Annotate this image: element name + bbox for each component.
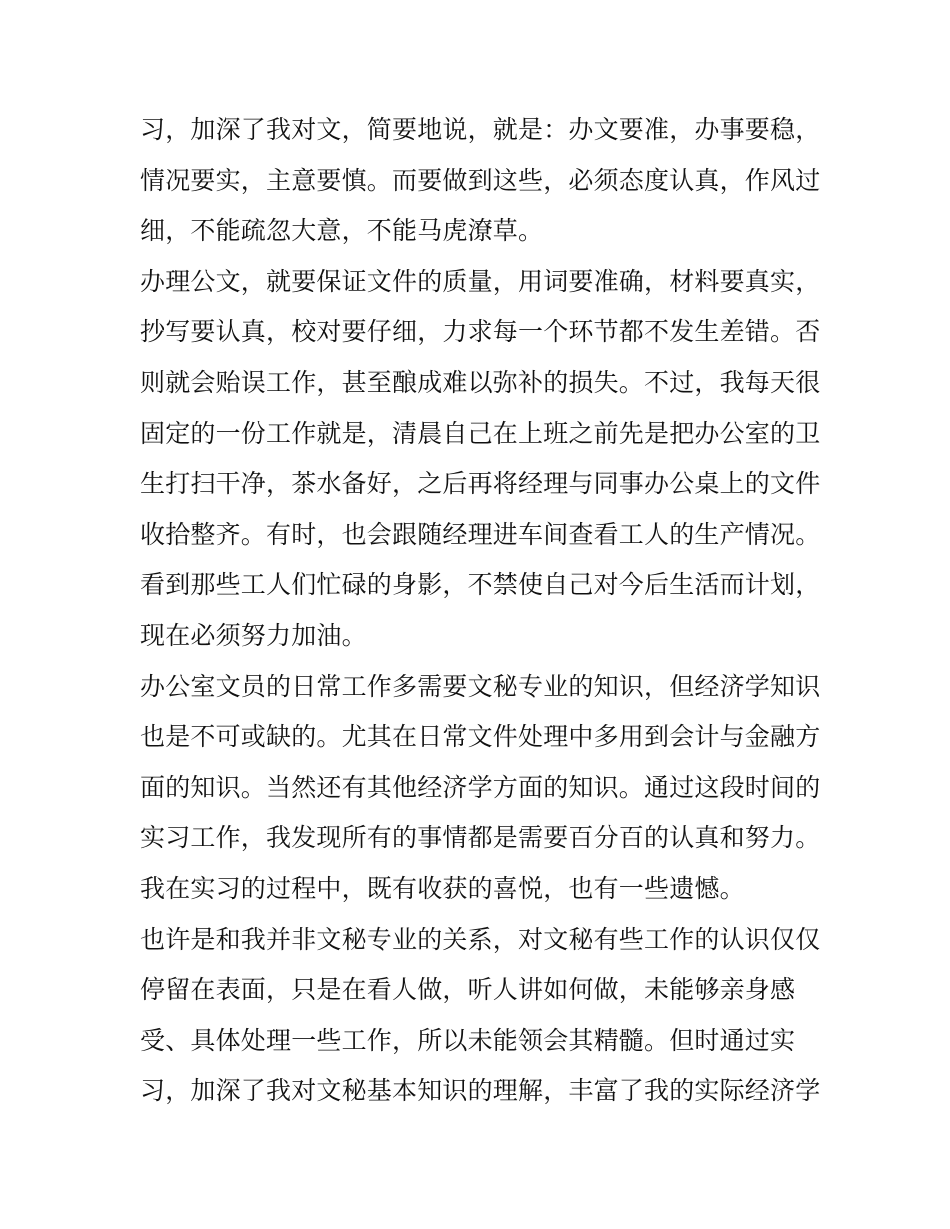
text-line: 情况要实，主意要慎。而要做到这些，必须态度认真，作风过 [140, 165, 821, 195]
text-line: 固定的一份工作就是，清晨自己在上班之前先是把办公室的卫 [140, 418, 821, 448]
text-line: 生打扫干净，茶水备好，之后再将经理与同事办公桌上的文件 [140, 469, 821, 499]
text-line: 现在必须努力加油。 [140, 620, 367, 650]
text-line: 看到那些工人们忙碌的身影，不禁使自己对今后生活而计划， [140, 570, 821, 600]
text-line: 受、具体处理一些工作，所以未能领会其精髓。但时通过实 [140, 1025, 796, 1055]
text-line: 也许是和我并非文秘专业的关系，对文秘有些工作的认识仅仅 [140, 924, 821, 954]
text-line: 我在实习的过程中，既有收获的喜悦，也有一些遗憾。 [140, 873, 745, 903]
text-line: 收拾整齐。有时，也会跟随经理进车间查看工人的生产情况。 [140, 519, 821, 549]
text-line: 停留在表面，只是在看人做，听人讲如何做，未能够亲身感 [140, 975, 796, 1005]
text-line: 则就会贻误工作，甚至酿成难以弥补的损失。不过，我每天很 [140, 367, 821, 397]
text-line: 习，加深了我对文秘基本知识的理解，丰富了我的实际经济学 [140, 1076, 821, 1106]
text-line: 习，加深了我对文，简要地说，就是：办文要准，办事要稳， [140, 115, 821, 144]
text-line: 面的知识。当然还有其他经济学方面的知识。通过这段时间的 [140, 772, 821, 802]
text-line: 实习工作，我发现所有的事情都是需要百分百的认真和努力。 [140, 823, 821, 853]
body-text [140, 105, 820, 1117]
text-line: 办理公文，就要保证文件的质量，用词要准确，材料要真实， [140, 266, 821, 296]
text-line: 也是不可或缺的。尤其在日常文件处理中多用到会计与金融方 [140, 722, 821, 752]
text-line: 细，不能疏忽大意，不能马虎潦草。 [140, 216, 544, 246]
text-line: 抄写要认真，校对要仔细，力求每一个环节都不发生差错。否 [140, 317, 821, 347]
text-line: 办公室文员的日常工作多需要文秘专业的知识，但经济学知识 [140, 671, 821, 701]
